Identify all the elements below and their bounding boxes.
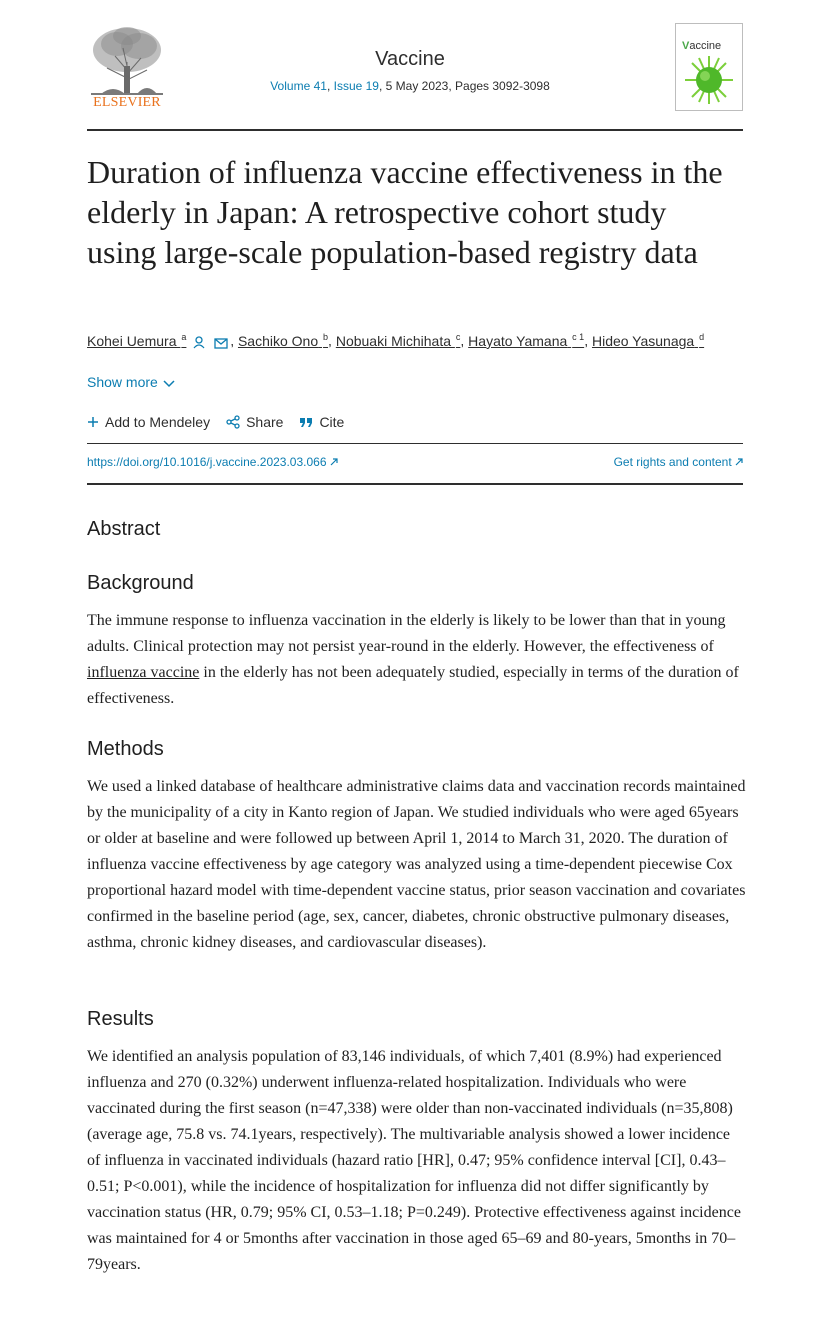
cover-title-rest: accine	[689, 40, 722, 52]
virus-cover-image	[677, 50, 741, 110]
external-link-icon	[330, 458, 338, 466]
author-link[interactable]: Hideo Yasunaga $^d$	[591, 332, 705, 349]
issue-link[interactable]: Issue 19	[333, 79, 379, 93]
header-divider	[87, 129, 743, 131]
doi-bottom-divider	[87, 483, 743, 485]
article-title: Duration of influenza vaccine effectiveness in the elderly in Japan: A retrospective cohort study using large-scale population-based registry data	[87, 154, 723, 270]
results-paragraph: We identified an analysis population of 83,146 individuals, of which 7,401 (8.9%) had experienced influenza and 270 (0.32%) underwent influenza-related hospitalization. Individuals who were vaccinated during the first season (n=47,338) were older than non-vaccinated individuals (n=35,808) (average age, 75.8 vs. 74.1years, respectively). The multivariable analysis showed a lower incidence of influenza in vaccinated individuals (hazard ratio [HR], 0.47; 95% confidence interval [CI], 0.43–0.51; P<0.001), while the incidence of hospitalization for influenza did not differ significantly by vaccination status (HR, 0.79; 95% CI, 0.53–1.18; P=0.249). Protective effectiveness against incidence was maintained for 4 or 5months after vaccination in those aged 65–69 and 80-years, 5months in 70–79years.	[87, 1048, 741, 1273]
email-icon[interactable]	[214, 337, 228, 349]
author-list: Kohei Uemura $^a$ , Sachiko Ono $^b$, Nobuaki Michihata $^c$, Hayato Yamana $^{c 1}$, Hideo Yasunaga $^d$	[87, 332, 705, 349]
plus-icon	[87, 416, 99, 428]
quote-icon	[299, 416, 313, 428]
share-button[interactable]	[226, 414, 283, 430]
external-link-icon	[735, 458, 743, 466]
doi-link[interactable]: https://doi.org/10.1016/j.vaccine.2023.03.066	[87, 455, 338, 469]
article-page	[87, 0, 746, 1273]
journal-cover-thumbnail[interactable]	[675, 23, 743, 111]
article-actions	[87, 414, 344, 430]
cite-button[interactable]	[299, 414, 344, 430]
author-link[interactable]: Hayato Yamana $^{c 1}$	[468, 332, 585, 349]
share-icon	[226, 415, 240, 429]
date-pages: , 5 May 2023, Pages 3092-3098	[378, 79, 550, 93]
chevron-down-icon	[162, 376, 176, 390]
abstract-heading: Abstract	[87, 518, 161, 540]
volume-link[interactable]: Volume 41	[270, 79, 327, 93]
cover-title-initial: V	[682, 40, 690, 52]
results-heading: Results	[87, 1008, 154, 1030]
cite-label: Cite	[319, 414, 345, 430]
methods-paragraph: We used a linked database of healthcare administrative claims data and vaccination records maintained by the municipality of a city in Kanto region of Japan. We studied individuals who were aged 65years or older at baseline and were followed up between April 1, 2014 to March 31, 2020. The duration of influenza vaccine effectiveness by age category was analyzed using a time-dependent piecewise Cox proportional hazard model with time-dependent vaccine status, prior season vaccination and covariates confirmed in the baseline period (age, sex, cancer, diabetes, chronic obstructive pulmonary diseases, asthma, chronic kidney diseases, and cardiovascular diseases).	[87, 778, 746, 951]
share-label: Share	[246, 414, 284, 430]
author-link[interactable]: Nobuaki Michihata $^c$	[335, 332, 461, 349]
mendeley-label: Add to Mendeley	[105, 414, 211, 430]
journal-issue-info: Volume 41, Issue 19, 5 May 2023, Pages 3092-3098	[270, 79, 550, 93]
show-more-label: Show more	[87, 374, 158, 390]
background-paragraph: The immune response to influenza vaccination in the elderly is likely to be lower than that in young adults. Clinical protection may not persist year-round in the elderly. However, the effectiveness of influenza vaccine in the elderly has not been adequately studied, especially in terms of the duration of effectiveness.	[87, 612, 739, 707]
elsevier-wordmark: ELSEVIER	[93, 95, 161, 110]
doi-top-divider	[87, 443, 743, 444]
journal-name[interactable]: Vaccine	[375, 48, 445, 70]
show-more-button[interactable]	[87, 374, 176, 390]
author-link[interactable]: Sachiko Ono $^b$	[237, 332, 329, 349]
get-rights-link[interactable]: Get rights and content	[614, 455, 743, 469]
journal-header	[87, 0, 743, 130]
methods-heading: Methods	[87, 738, 164, 760]
person-icon[interactable]	[192, 335, 206, 349]
author-link[interactable]: Kohei Uemura $^a$	[87, 332, 187, 349]
influenza-vaccine-link[interactable]: influenza vaccine	[87, 664, 200, 681]
background-heading: Background	[87, 572, 194, 594]
add-to-mendeley-button[interactable]	[87, 414, 210, 430]
journal-info	[167, 48, 653, 93]
doi-row	[87, 455, 743, 469]
